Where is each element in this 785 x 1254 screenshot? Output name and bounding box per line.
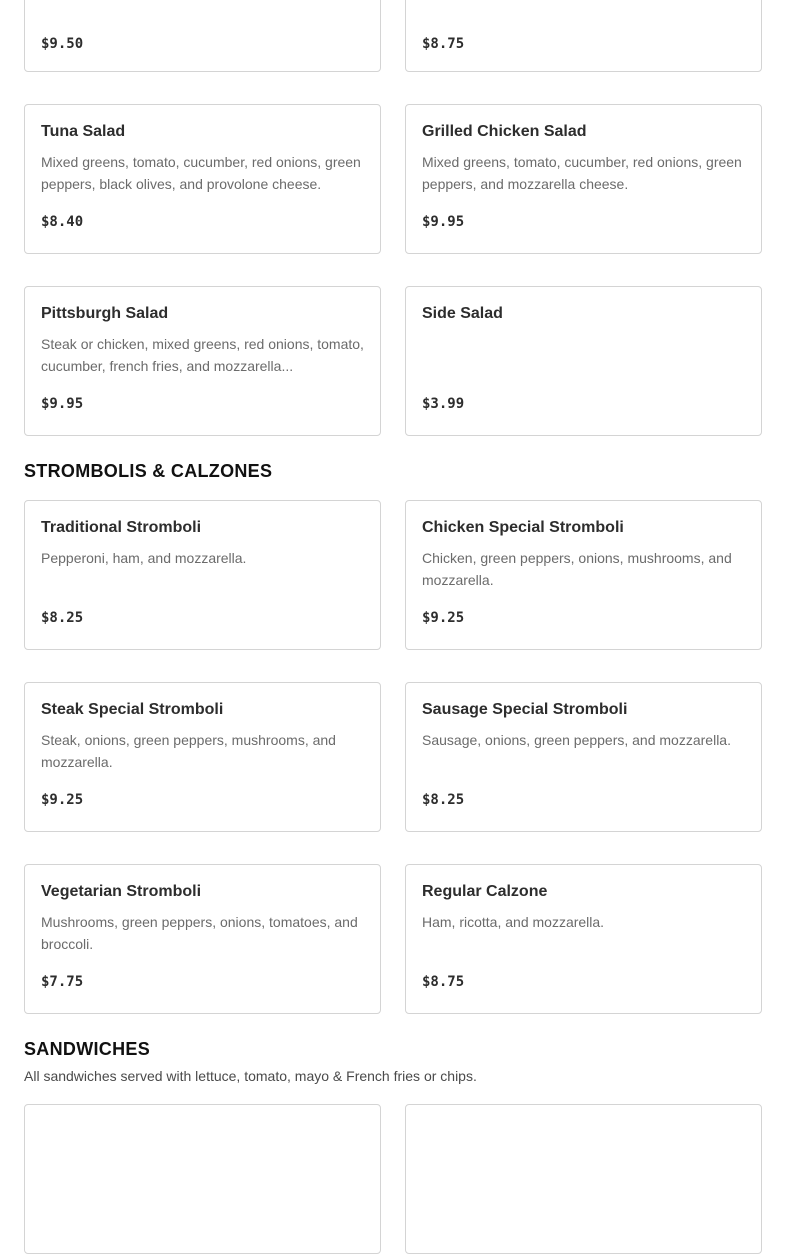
item-price: $8.75 [422,974,465,990]
menu-item-card[interactable] [24,500,381,650]
item-price: $9.25 [422,610,465,626]
menu-item-card[interactable] [405,104,762,254]
section-title-strombolis: STROMBOLIS & CALZONES [24,461,273,481]
section-subtitle: All sandwiches served with lettuce, tomato, mayo & French fries or chips. [24,1068,477,1084]
item-price: $9.50 [41,36,84,52]
item-price: $9.95 [41,396,84,412]
item-description: Mushrooms, green peppers, onions, tomatoes, and broccoli. [41,914,358,952]
item-price: $9.95 [422,214,465,230]
item-name: Tuna Salad [41,123,126,140]
item-description: Sausage, onions, green peppers, and mozzarella. [422,732,731,748]
item-price: $7.75 [41,974,84,990]
item-price: $3.99 [422,396,465,412]
menu-item-card[interactable] [405,500,762,650]
item-description: Mixed greens, tomato, cucumber, red onions, green peppers, black olives, and provolone cheese. [41,154,361,192]
menu-item-card[interactable] [24,1104,381,1254]
item-description: Mixed greens, tomato, cucumber, red onions, green peppers, and mozzarella cheese. [422,154,742,192]
item-description: Chicken, green peppers, onions, mushrooms, and mozzarella. [422,550,732,588]
item-description: Ham, ricotta, and mozzarella. [422,914,605,930]
item-name: Grilled Chicken Salad [422,123,587,140]
item-price: $8.25 [41,610,84,626]
item-name: Steak Special Stromboli [41,701,224,718]
item-name: Regular Calzone [422,883,548,900]
item-description: Pepperoni, ham, and mozzarella. [41,550,247,566]
item-description: Steak or chicken, mixed greens, red onions, tomato, cucumber, french fries, and mozzarella... [41,336,364,374]
item-price: $8.40 [41,214,84,230]
menu-item-card[interactable] [24,286,381,436]
item-price: $8.75 [422,36,465,52]
menu-item-card[interactable] [405,286,762,436]
item-description: Steak, onions, green peppers, mushrooms, and mozzarella. [41,732,336,770]
menu-item-card[interactable] [405,0,762,72]
menu-item-card[interactable] [405,864,762,1014]
item-name: Chicken Special Stromboli [422,519,624,536]
menu-item-card[interactable] [405,682,762,832]
menu-item-card[interactable] [24,0,381,72]
item-price: $8.25 [422,792,465,808]
item-name: Traditional Stromboli [41,519,202,536]
item-name: Side Salad [422,305,503,322]
item-name: Vegetarian Stromboli [41,883,202,900]
item-price: $9.25 [41,792,84,808]
menu-item-card[interactable] [405,1104,762,1254]
menu-item-card[interactable] [24,864,381,1014]
item-name: Sausage Special Stromboli [422,701,628,718]
menu-item-card[interactable] [24,682,381,832]
section-title-sandwiches: SANDWICHES [24,1039,151,1059]
item-name: Pittsburgh Salad [41,305,169,322]
menu-item-card[interactable] [24,104,381,254]
